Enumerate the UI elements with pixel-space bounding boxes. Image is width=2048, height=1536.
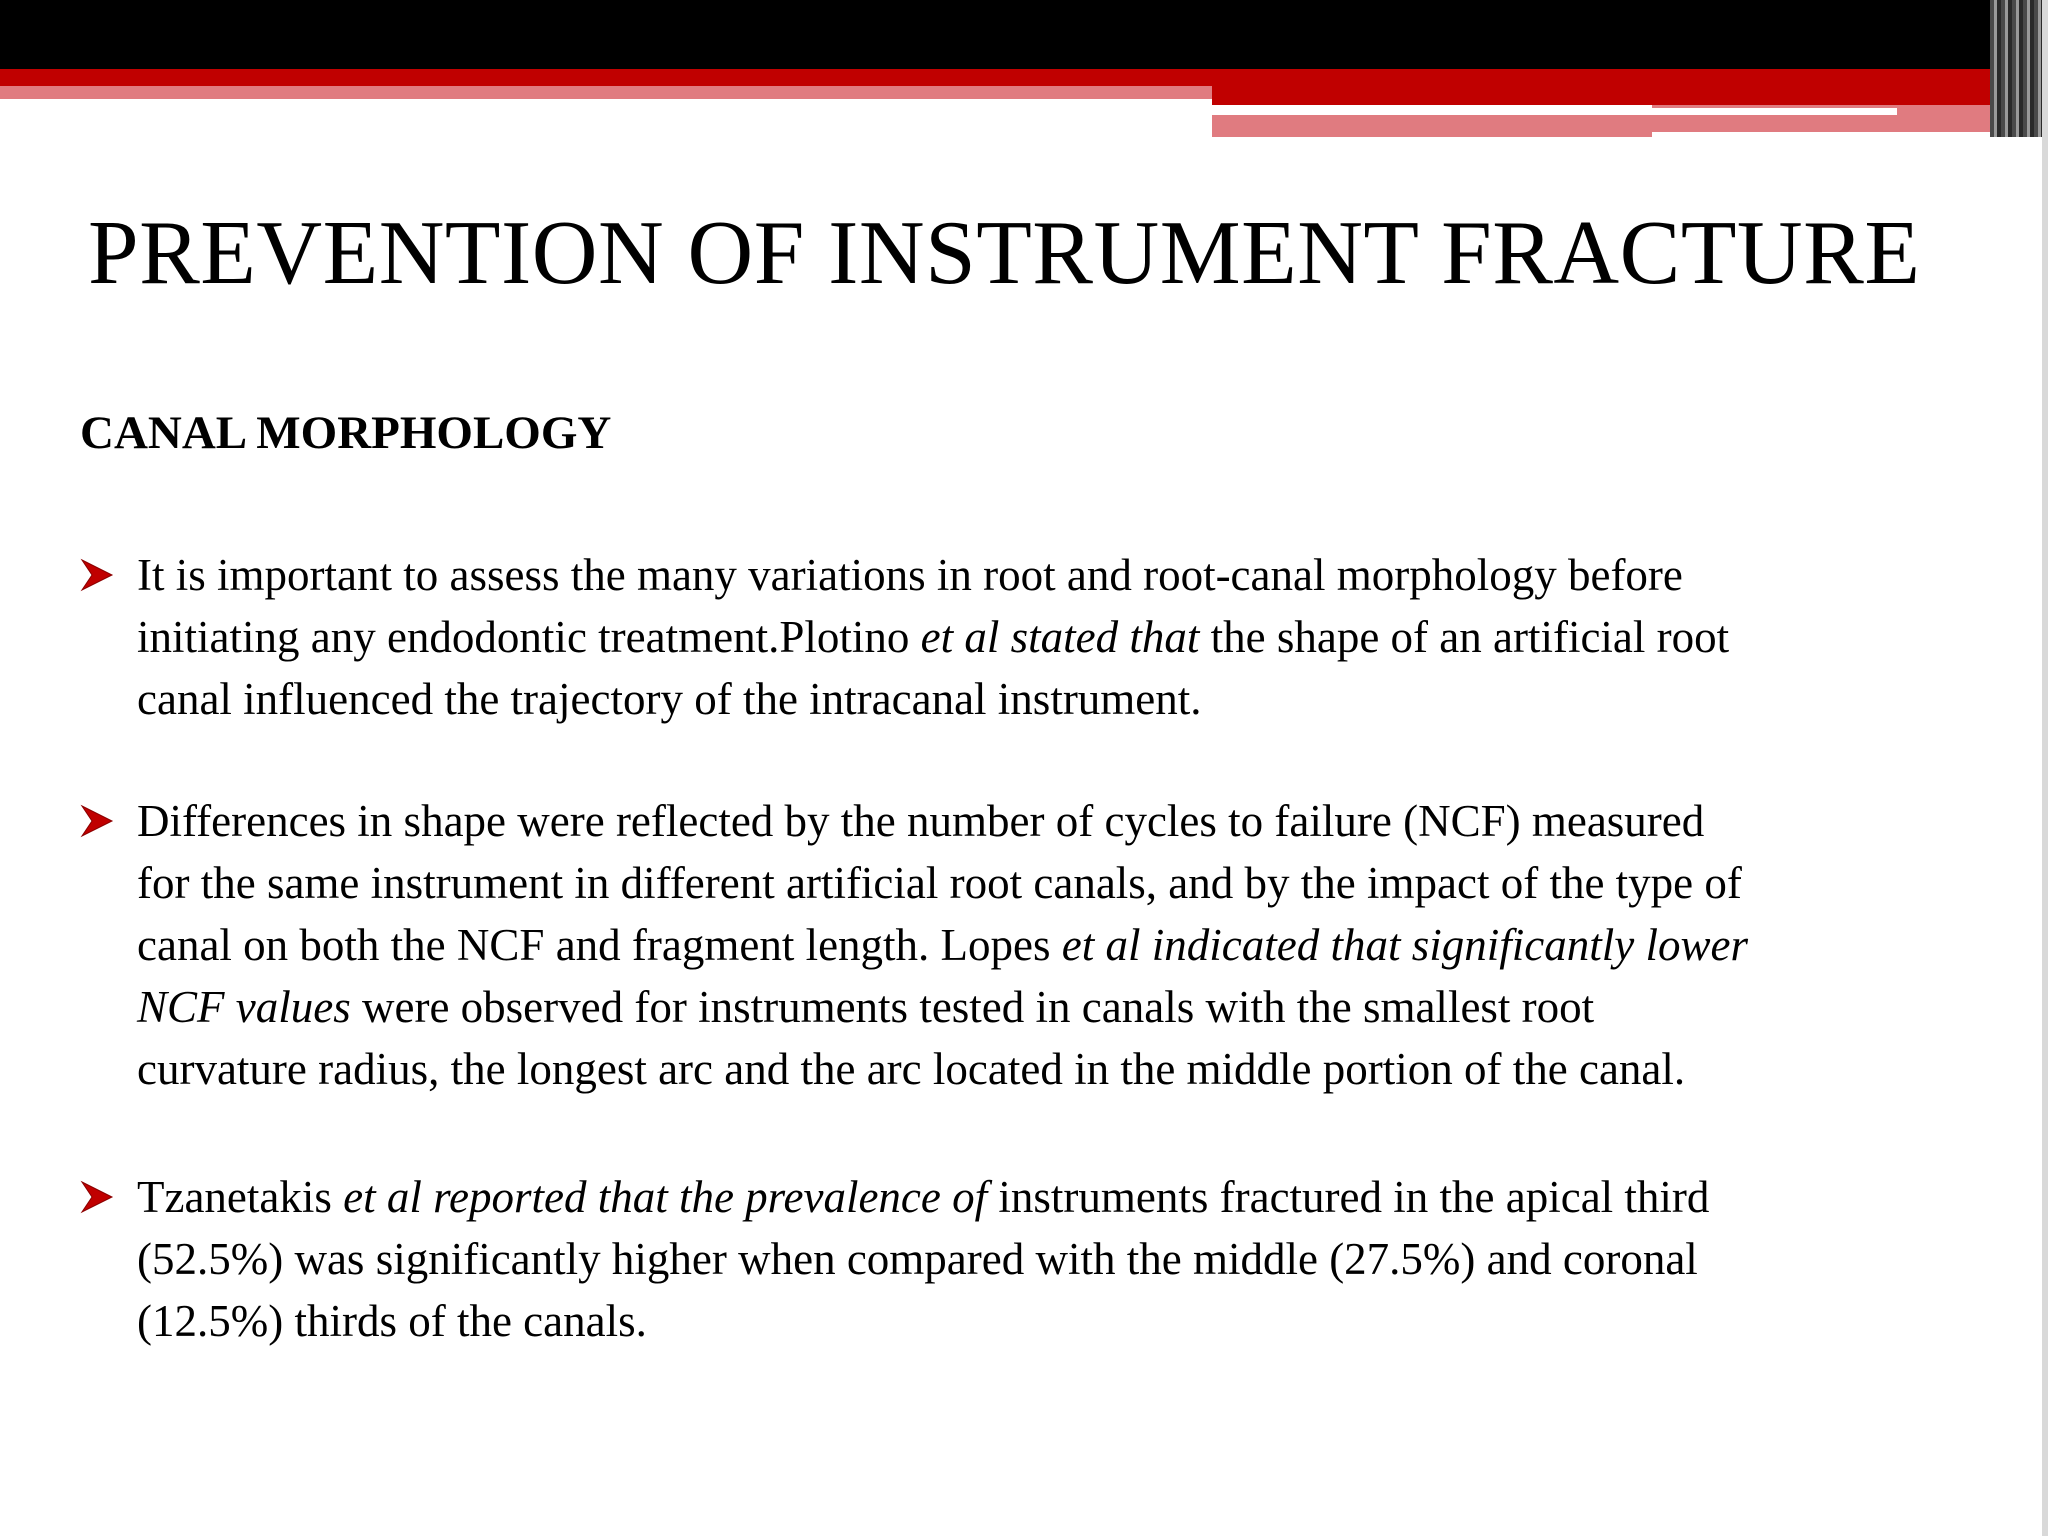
bullet-item <box>80 544 1980 730</box>
header-band-red <box>0 69 1212 86</box>
italic-text: et al indicated that significantly lower <box>1061 920 1748 970</box>
bullet-line: Differences in shape were reflected by the number of cycles to failure (NCF) measured <box>137 796 1705 846</box>
bullet-line: (52.5%) was significantly higher when compared with the middle (27.5%) and coronal <box>137 1234 1698 1284</box>
header-band-black <box>0 0 2048 69</box>
bullet-item <box>80 790 1980 1100</box>
right-edge-strip <box>2042 0 2048 1536</box>
header-edge-stripes <box>1990 0 2048 137</box>
bullet-text <box>137 1166 1980 1352</box>
bullet-line: canal influenced the trajectory of the intracanal instrument. <box>137 674 1202 724</box>
header-band-pink-lower <box>1212 115 1652 137</box>
italic-text: et al stated that <box>920 612 1200 662</box>
italic-text: et al reported that the prevalence of <box>343 1172 988 1222</box>
bullet-line: NCF values were observed for instruments tested in canals with the smallest root <box>137 982 1595 1032</box>
bullet-line: for the same instrument in different artificial root canals, and by the impact of the type of <box>137 858 1742 908</box>
arrow-bullet-icon <box>80 558 114 592</box>
bullet-text <box>137 544 1980 730</box>
header-band-red-right <box>1212 69 2048 105</box>
arrow-bullet-icon <box>80 1180 114 1214</box>
arrow-bullet-icon <box>80 804 114 838</box>
bullet-line: initiating any endodontic treatment.Plotino et al stated that the shape of an artificial root <box>137 612 1730 662</box>
bullet-line: curvature radius, the longest arc and the arc located in the middle portion of the canal. <box>137 1044 1686 1094</box>
bullet-list <box>80 544 1980 1412</box>
slide-subtitle: CANAL MORPHOLOGY <box>80 407 612 459</box>
slide-title: PREVENTION OF INSTRUMENT FRACTURE <box>88 202 1921 303</box>
bullet-line: canal on both the NCF and fragment length. Lopes et al indicated that significantly lower <box>137 920 1748 970</box>
bullet-item <box>80 1166 1980 1352</box>
bullet-text <box>137 790 1980 1100</box>
header-band-pink <box>0 86 1212 99</box>
bullet-line: (12.5%) thirds of the canals. <box>137 1296 647 1346</box>
header-band-white-line <box>1212 108 1897 115</box>
bullet-line: Tzanetakis et al reported that the prevalence of instruments fractured in the apical third <box>137 1172 1710 1222</box>
italic-text: NCF values <box>137 982 351 1032</box>
bullet-line: It is important to assess the many variations in root and root-canal morphology before <box>137 550 1683 600</box>
